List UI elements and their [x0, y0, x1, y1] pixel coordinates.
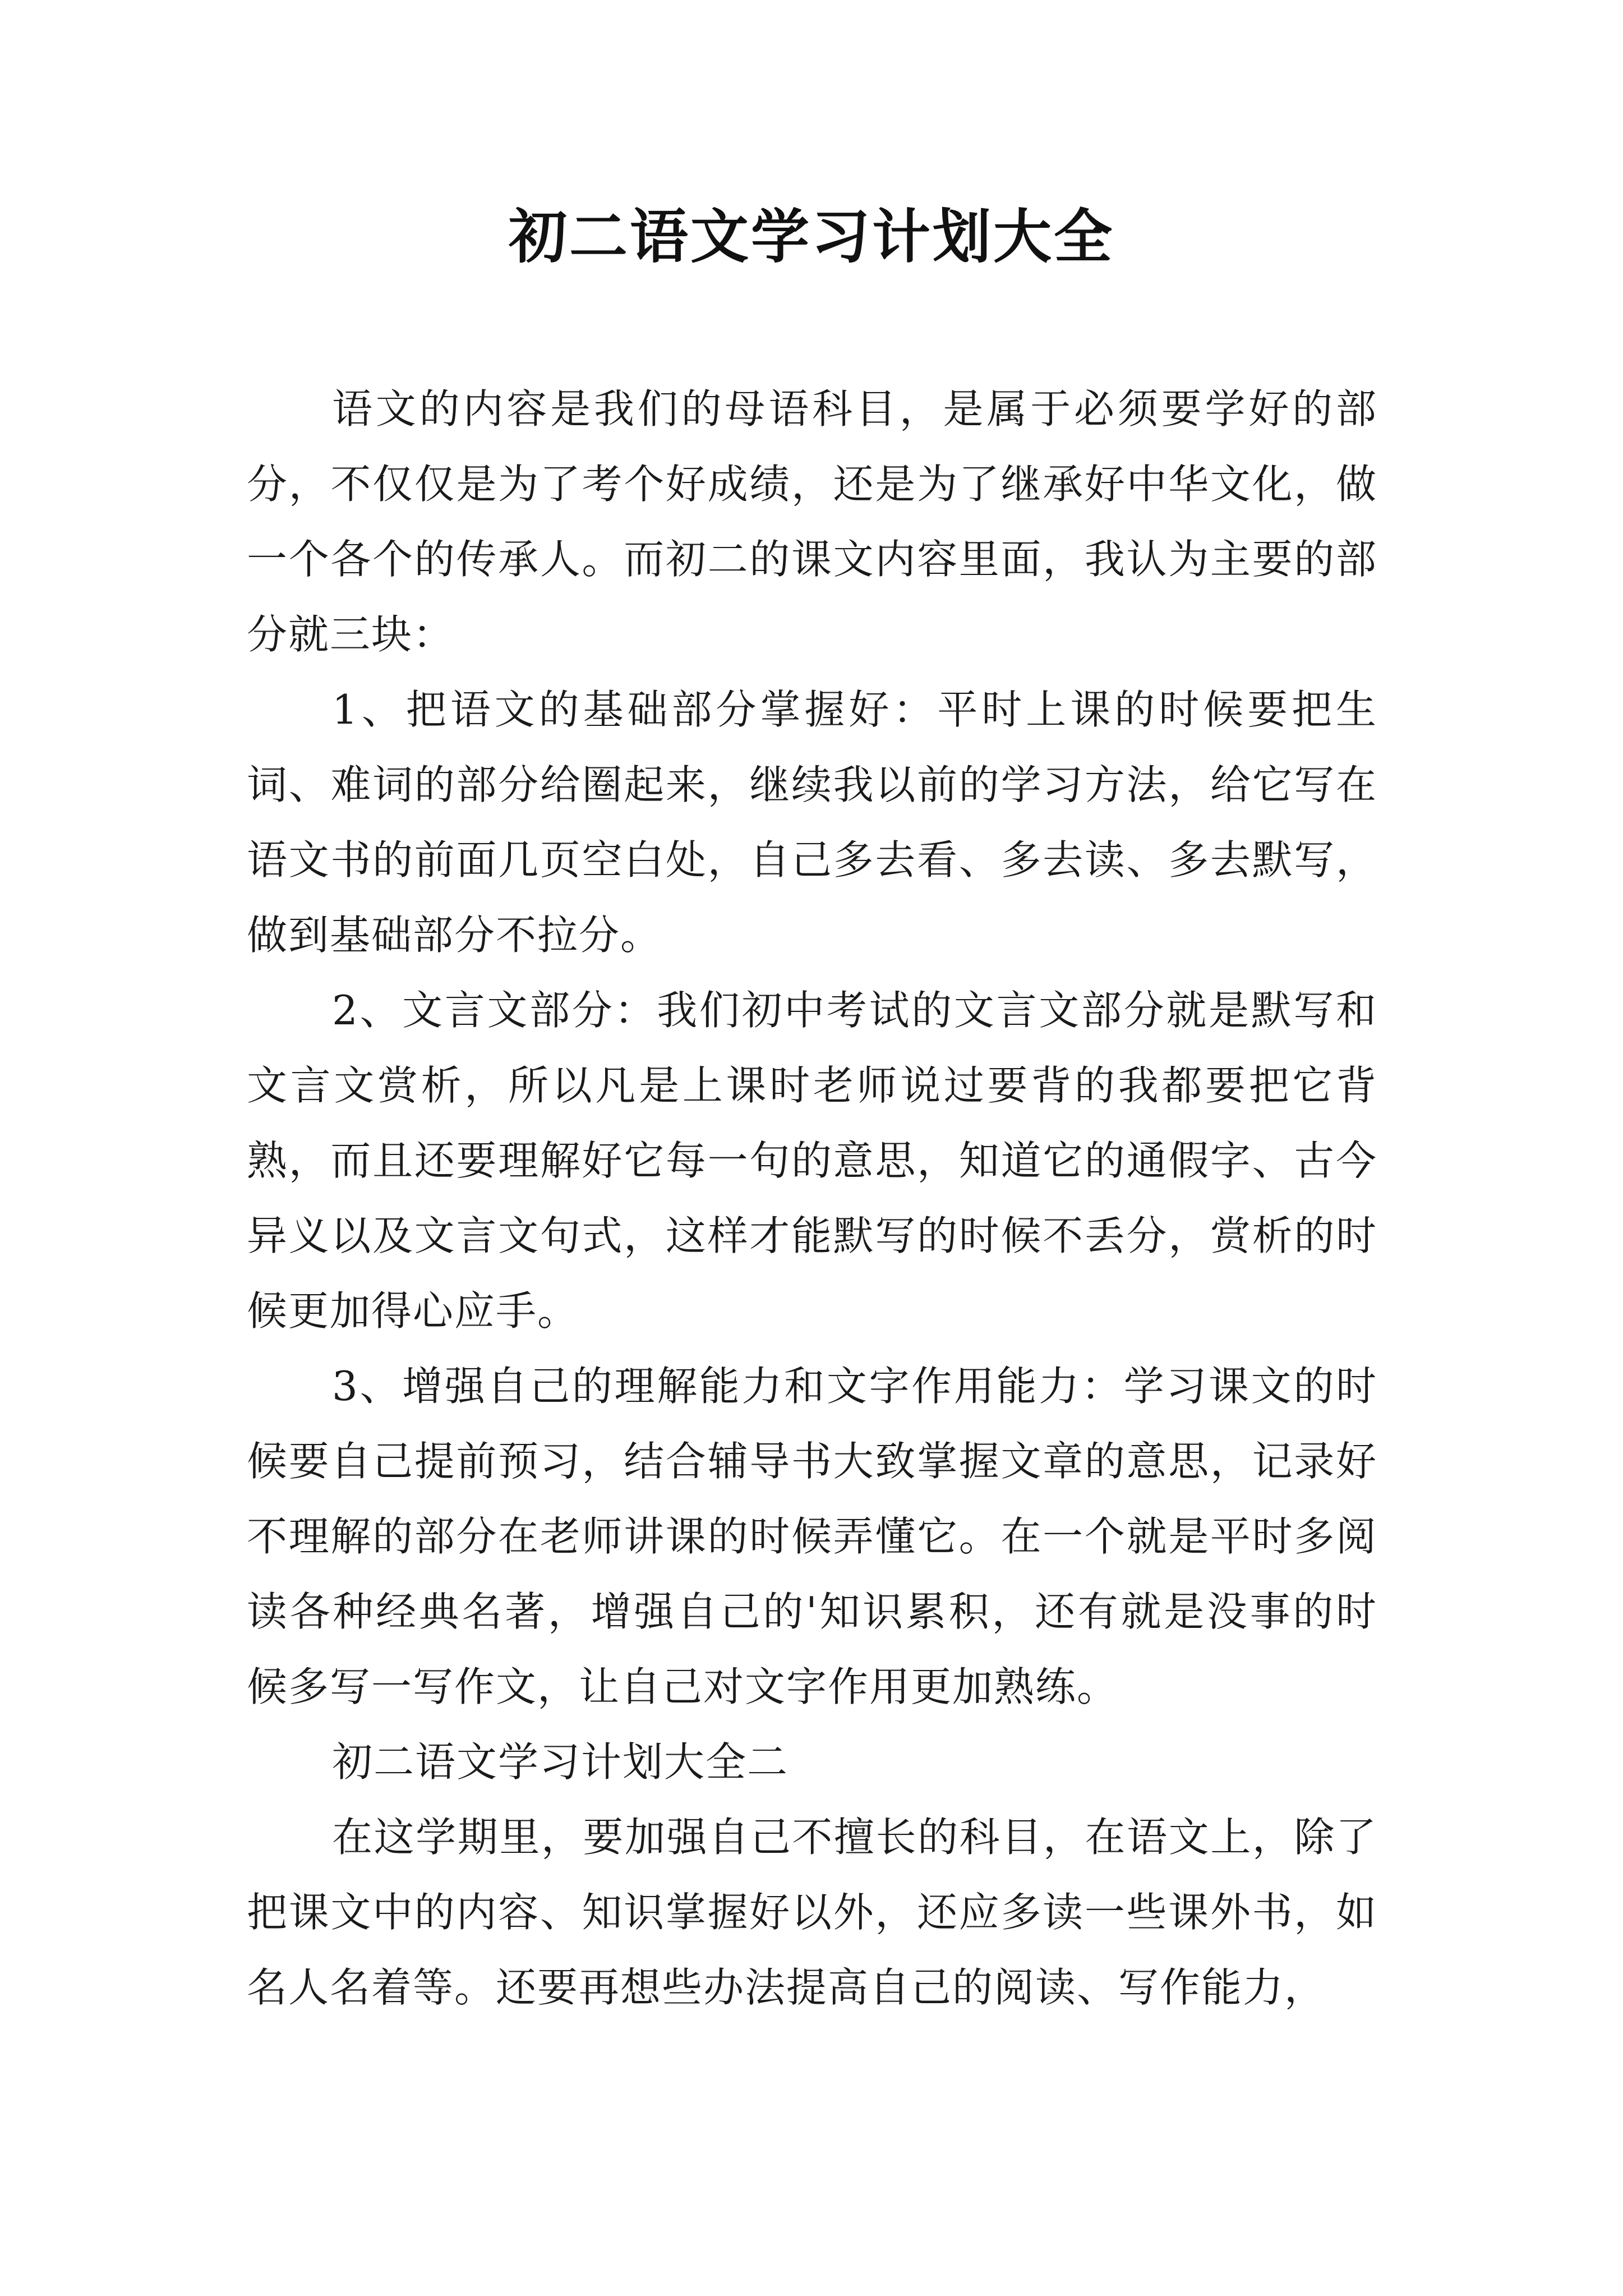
paragraph-point-3: 3、增强自己的理解能力和文字作用能力：学习课文的时候要自己提前预习，结合辅导书大致掌握文章的意思，记录好不理解的部分在老师讲课的时候弄懂它。在一个就是平时多阅读各种经典名著，增强自己的'知识累积，还有就是没事的时候多写一写作文，让自己对文字作用更加熟练。 — [247, 1363, 1377, 1710]
document-body — [247, 371, 1377, 2025]
paragraph-point-1: 1、把语文的基础部分掌握好：平时上课的时候要把生词、难词的部分给圈起来，继续我以前的学习方法，给它写在语文书的前面几页空白处，自己多去看、多去读、多去默写，做到基础部分不拉分。 — [247, 686, 1377, 959]
paragraph-intro: 语文的内容是我们的母语科目，是属于必须要学好的部分，不仅仅是为了考个好成绩，还是为了继承好中华文化，做一个各个的传承人。而初二的课文内容里面，我认为主要的部分就三块： — [247, 385, 1377, 658]
paragraph-section-2: 在这学期里，要加强自己不擅长的科目，在语文上，除了把课文中的内容、知识掌握好以外，还应多读一些课外书，如名人名着等。还要再想些办法提高自己的阅读、写作能力， — [247, 1814, 1377, 2011]
paragraph-point-2: 2、文言文部分：我们初中考试的文言文部分就是默写和文言文赏析，所以凡是上课时老师说过要背的我都要把它背熟，而且还要理解好它每一句的意思，知道它的通假字、古今异义以及文言文句式，这样才能默写的时候不丢分，赏析的时候更加得心应手。 — [247, 987, 1377, 1335]
document-title: 初二语文学习计划大全 — [508, 202, 1114, 271]
section-heading-2: 初二语文学习计划大全二 — [332, 1738, 789, 1786]
